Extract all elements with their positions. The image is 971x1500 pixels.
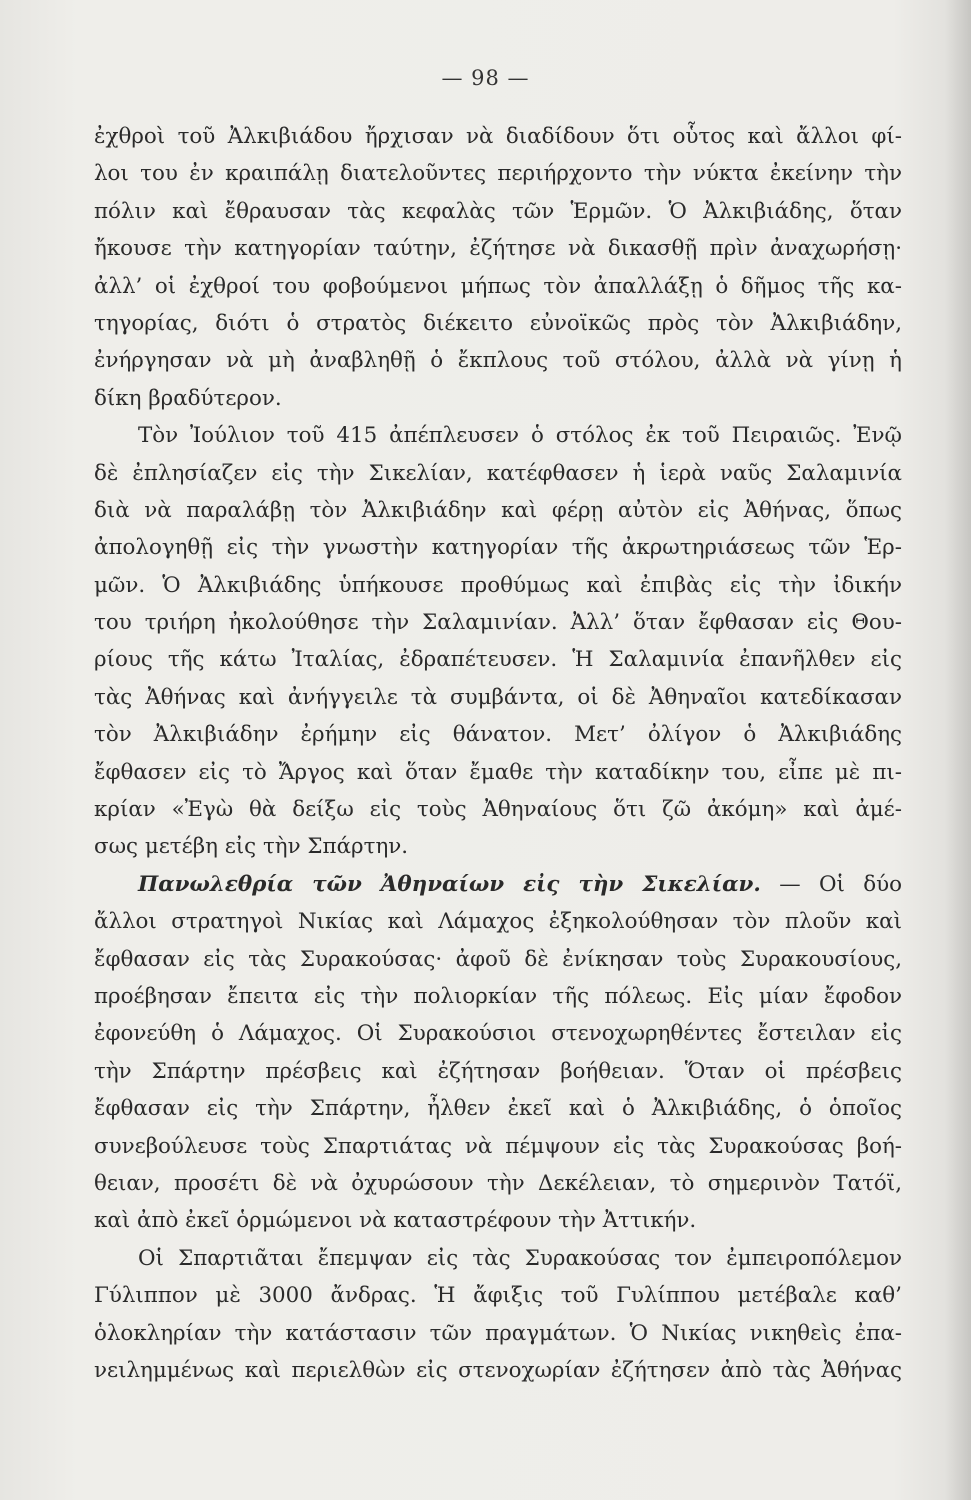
text-line: Τὸν Ἰούλιον τοῦ 415 ἀπέπλευσεν ὁ στόλος ἐκ τοῦ Πειραιῶς. Ἐνῷ	[138, 423, 902, 449]
text-line: ὁλοκληρίαν τὴν κατάστασιν τῶν πραγμάτων. Ὁ Νικίας νικηθεὶς ἐπα-	[94, 1320, 902, 1346]
text-line: ἔφθασεν εἰς τὸ Ἄργος καὶ ὅταν ἔμαθε τὴν καταδίκην του, εἶπε μὲ πι-	[94, 759, 902, 785]
text-line: του τριήρη ἠκολούθησε τὴν Σαλαμινίαν. Ἀλλ’ ὅταν ἔφθασαν εἰς Θου-	[94, 610, 902, 636]
section-heading-line	[94, 866, 902, 903]
section-heading: Πανωλεθρία τῶν Ἀθηναίων εἰς τὴν Σικελίαν.	[138, 871, 761, 897]
text-line: μῶν. Ὁ Ἀλκιβιάδης ὑπήκουσε προθύμως καὶ ἐπιβὰς εἰς τὴν ἰδικήν	[94, 572, 902, 598]
text-line: κρίαν «Ἐγὼ θὰ δείξω εἰς τοὺς Ἀθηναίους ὅτι ζῶ ἀκόμη» καὶ ἀμέ-	[94, 797, 902, 823]
text-line: ἔφθασαν εἰς τὰς Συρακούσας· ἀφοῦ δὲ ἐνίκησαν τοὺς Συρακουσίους,	[94, 946, 902, 972]
text-line: συνεβούλευσε τοὺς Σπαρτιάτας νὰ πέμψουν εἰς τὰς Συρακούσας βοή-	[94, 1133, 902, 1159]
paragraph-group-2	[94, 903, 902, 1389]
text-line: νειλημμένως καὶ περιελθὼν εἰς στενοχωρίαν ἐζήτησεν ἀπὸ τὰς Ἀθήνας	[94, 1357, 902, 1383]
section-heading-continuation: — Οἱ δύο	[760, 871, 902, 897]
text-line: καὶ ἀπὸ ἐκεῖ ὁρμώμενοι νὰ καταστρέφουν τὴν Ἀττικήν.	[94, 1208, 697, 1234]
text-line: ἔφθασαν εἰς τὴν Σπάρτην, ἦλθεν ἐκεῖ καὶ ὁ Ἀλκιβιάδης, ὁ ὁποῖος	[94, 1096, 902, 1122]
text-line: προέβησαν ἔπειτα εἰς τὴν πολιορκίαν τῆς πόλεως. Εἰς μίαν ἔφοδον	[94, 983, 902, 1009]
text-line: δὲ ἐπλησίαζεν εἰς τὴν Σικελίαν, κατέφθασεν ἡ ἱερὰ ναῦς Σαλαμινία	[94, 460, 902, 486]
text-line: τὰς Ἀθήνας καὶ ἀνήγγειλε τὰ συμβάντα, οἱ δὲ Ἀθηναῖοι κατεδίκασαν	[94, 684, 902, 710]
text-line: σως μετέβη εἰς τὴν Σπάρτην.	[94, 834, 409, 860]
text-line: ἀλλ’ οἱ ἐχθροί του φοβούμενοι μήπως τὸν ἀπαλλάξῃ ὁ δῆμος τῆς κα-	[94, 273, 902, 299]
body-text	[94, 118, 902, 1389]
text-line: ἤκουσε τὴν κατηγορίαν ταύτην, ἐζήτησε νὰ δικασθῇ πρὶν ἀναχωρήσῃ·	[94, 236, 902, 262]
text-line: τὴν Σπάρτην πρέσβεις καὶ ἐζήτησαν βοήθειαν. Ὅταν οἱ πρέσβεις	[94, 1058, 902, 1084]
text-line: ἀπολογηθῇ εἰς τὴν γνωστὴν κατηγορίαν τῆς ἀκρωτηριάσεως τῶν Ἑρ-	[94, 535, 902, 561]
paragraph-group-1	[94, 118, 902, 866]
text-line: λοι του ἐν κραιπάλῃ διατελοῦντες περιήρχοντο τὴν νύκτα ἐκείνην τὴν	[94, 161, 902, 187]
text-line: ἐνήργησαν νὰ μὴ ἀναβληθῇ ὁ ἔκπλους τοῦ στόλου, ἀλλὰ νὰ γίνῃ ἡ	[94, 348, 902, 374]
text-line: δίκη βραδύτερον.	[94, 385, 282, 411]
text-line: Γύλιππον μὲ 3000 ἄνδρας. Ἡ ἄφιξις τοῦ Γυλίππου μετέβαλε καθ’	[94, 1283, 902, 1309]
text-line: τηγορίας, διότι ὁ στρατὸς διέκειτο εὐνοϊκῶς πρὸς τὸν Ἀλκιβιάδην,	[94, 310, 902, 336]
page-number: — 98 —	[441, 66, 530, 90]
text-line: Οἱ Σπαρτιᾶται ἔπεμψαν εἰς τὰς Συρακούσας τον ἐμπειροπόλεμον	[138, 1245, 902, 1271]
text-line: ἐχθροὶ τοῦ Ἀλκιβιάδου ἤρχισαν νὰ διαδίδουν ὅτι οὗτος καὶ ἄλλοι φί-	[94, 124, 902, 149]
text-line: ἐφονεύθη ὁ Λάμαχος. Οἱ Συρακούσιοι στενοχωρηθέντες ἔστειλαν εἰς	[94, 1021, 902, 1047]
page-edge-shadow	[945, 0, 971, 1500]
text-line: διὰ νὰ παραλάβῃ τὸν Ἀλκιβιάδην καὶ φέρῃ αὐτὸν εἰς Ἀθήνας, ὅπως	[94, 497, 902, 523]
text-line: πόλιν καὶ ἔθραυσαν τὰς κεφαλὰς τῶν Ἑρμῶν. Ὁ Ἀλκιβιάδης, ὅταν	[94, 198, 902, 224]
text-line: ρίους τῆς κάτω Ἰταλίας, ἐδραπέτευσεν. Ἡ Σαλαμινία ἐπανῆλθεν εἰς	[94, 647, 902, 673]
text-line: θειαν, προσέτι δὲ νὰ ὀχυρώσουν τὴν Δεκέλειαν, τὸ σημερινὸν Τατόϊ,	[94, 1170, 902, 1196]
text-line: ἄλλοι στρατηγοὶ Νικίας καὶ Λάμαχος ἐξηκολούθησαν τὸν πλοῦν καὶ	[94, 909, 902, 935]
text-line: τὸν Ἀλκιβιάδην ἐρήμην εἰς θάνατον. Μετ’ ὀλίγον ὁ Ἀλκιβιάδης	[94, 722, 902, 748]
